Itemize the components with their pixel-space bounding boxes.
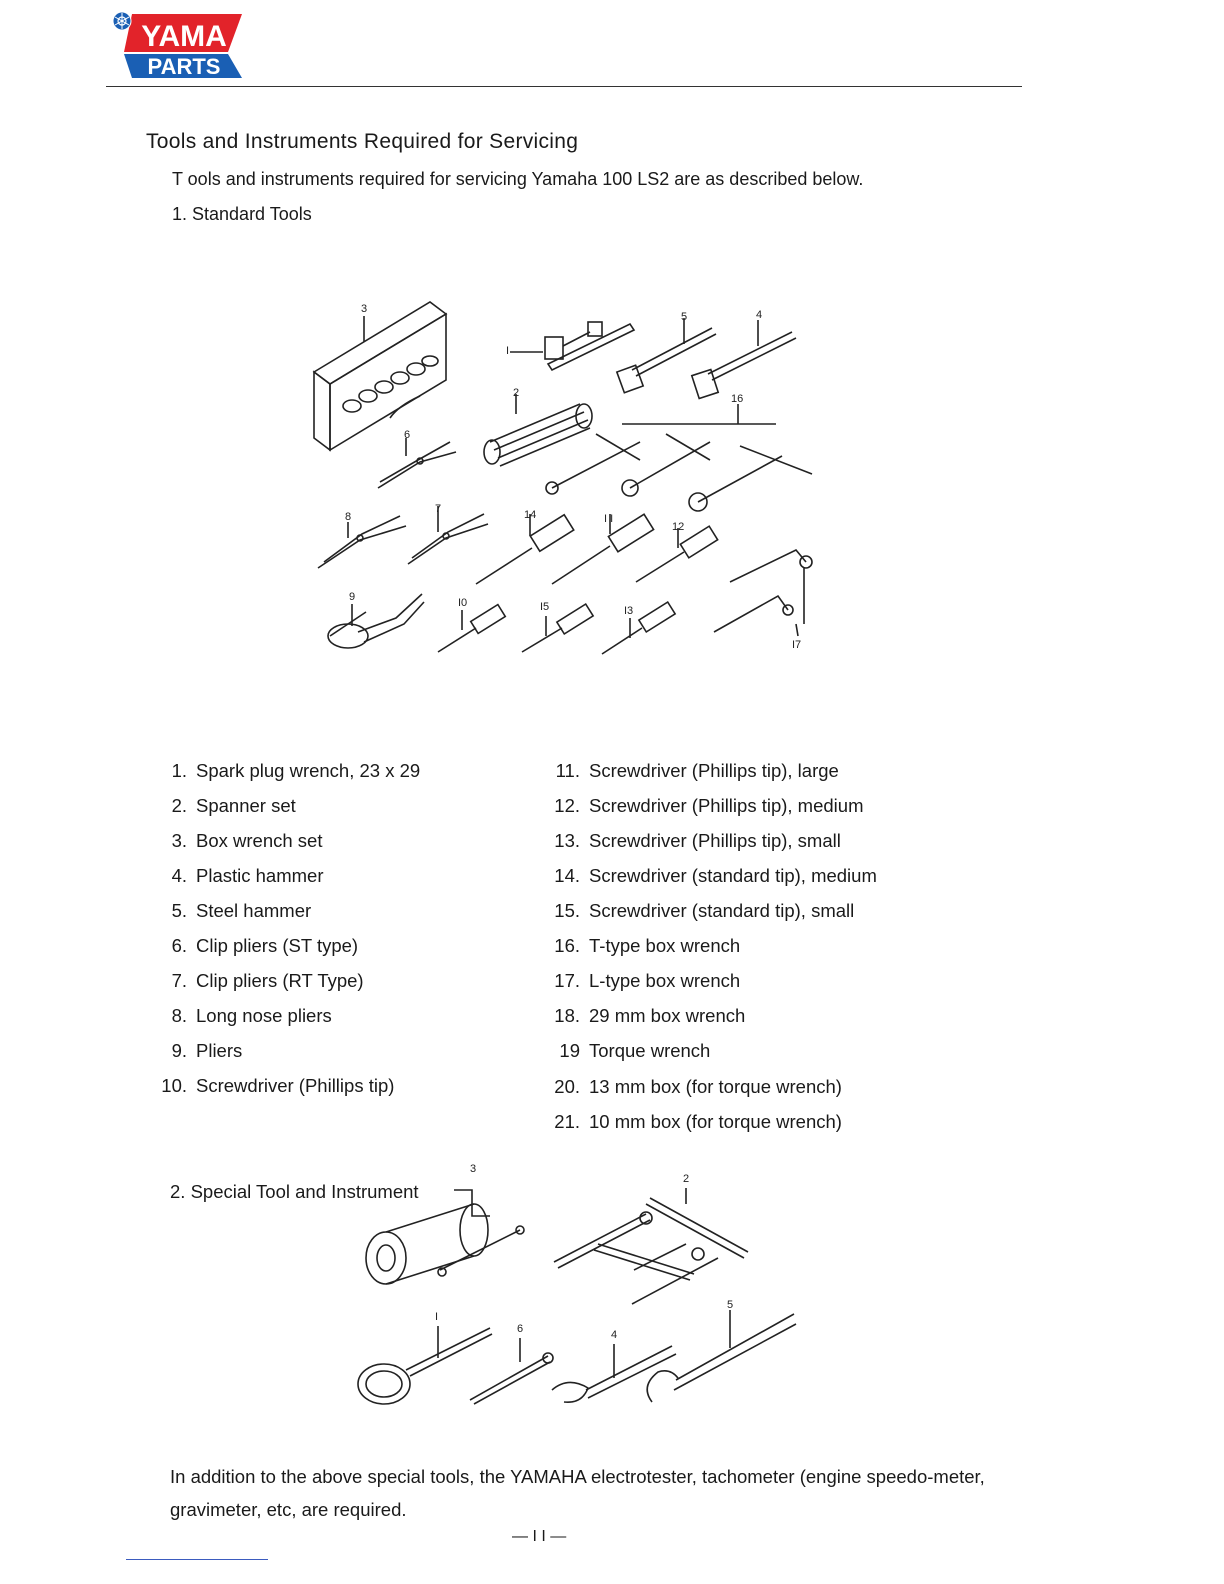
fig2-callout-1: I: [435, 1311, 439, 1323]
list-item: 1. Spark plug wrench, 23 x 29: [171, 760, 421, 781]
crankcase-separator-drawing: [554, 1188, 748, 1304]
fig1-callout-13: I3: [624, 605, 634, 617]
fig1-callout-11: I I: [604, 513, 614, 525]
fig1-callout-2: 2: [513, 387, 520, 399]
pliers-drawing: [328, 594, 424, 648]
clip-pliers-st-drawing: [378, 438, 456, 488]
list-item: 16. T-type box wrench: [554, 935, 741, 956]
list-item: 12. Screwdriver (Phillips tip), medium: [554, 795, 864, 816]
list-item: 2. Spanner set: [171, 795, 296, 816]
fig1-callout-3: 3: [361, 303, 368, 315]
l-type-box-wrench-drawing: [714, 550, 812, 636]
fig1-callout-17: I7: [792, 639, 802, 651]
fig1-callout-14: 14: [524, 509, 537, 521]
logo-bottom-text: PARTS: [147, 54, 221, 79]
list-item: 10. Screwdriver (Phillips tip): [161, 1075, 395, 1096]
fig2-callout-4: 4: [611, 1329, 618, 1341]
fig1-callout-6: 6: [404, 429, 411, 441]
screwdriver-phillips-drawing: [438, 605, 505, 652]
standard-tools-figure: [300, 292, 840, 662]
list-item: 13. Screwdriver (Phillips tip), small: [554, 830, 841, 851]
screwdriver-standard-small-drawing: [522, 604, 593, 652]
list-item: 7. Clip pliers (RT Type): [171, 970, 364, 991]
list-item: 9. Pliers: [171, 1040, 243, 1061]
closing-paragraph: In addition to the above special tools, the YAMAHA electrotester, tachometer (engine speedo-meter, gravimeter, etc, are required.: [170, 1466, 985, 1520]
steel-hammer-drawing: [617, 318, 716, 393]
box-wrench-set-drawing: [314, 302, 446, 450]
fig2-callout-5: 5: [727, 1299, 734, 1311]
screwdriver-phillips-large-drawing: [552, 514, 654, 584]
list-item: 18. 29 mm box wrench: [554, 1005, 746, 1026]
fig1-callout-4: 4: [756, 309, 763, 321]
header-rule: [106, 86, 1022, 87]
screwdriver-phillips-small-drawing: [602, 602, 675, 654]
fig1-callout-9: 9: [349, 591, 356, 603]
list-item: 21. 10 mm box (for torque wrench): [554, 1111, 842, 1132]
fig2-callout-2: 2: [683, 1173, 690, 1185]
hook-wrench-large-drawing: [647, 1310, 796, 1402]
standard-tools-heading: 1. Standard Tools: [172, 204, 312, 224]
footer-rule: [126, 1559, 268, 1560]
list-item: 4. Plastic hammer: [171, 865, 324, 886]
screwdriver-phillips-medium-drawing: [636, 526, 718, 582]
spanner-set-drawing: [484, 394, 592, 466]
fig2-callout-6: 6: [517, 1323, 524, 1335]
fig1-callout-10: I0: [458, 597, 468, 609]
list-item: 14. Screwdriver (standard tip), medium: [554, 865, 877, 886]
puller-drawing: [366, 1190, 524, 1284]
fig1-callout-7: 7: [435, 503, 442, 515]
page-number: — I I —: [512, 1528, 567, 1545]
yama-parts-logo: [110, 10, 244, 80]
fig1-callout-8: 8: [345, 511, 352, 523]
fig2-callout-3: 3: [470, 1163, 477, 1175]
fig1-callout-1: I: [506, 345, 510, 357]
list-item: 6. Clip pliers (ST type): [171, 935, 359, 956]
logo-top-text: YAMA: [141, 20, 227, 53]
list-item: 20. 13 mm box (for torque wrench): [554, 1076, 842, 1097]
list-item: 15. Screwdriver (standard tip), small: [554, 900, 855, 921]
list-item: 3. Box wrench set: [171, 830, 323, 851]
flywheel-holder-drawing: [358, 1326, 492, 1404]
list-item: 19 Torque wrench: [559, 1040, 711, 1061]
list-item: 11. Screwdriver (Phillips tip), large: [555, 760, 839, 781]
long-nose-pliers-drawing: [318, 516, 406, 568]
special-tools-heading: 2. Special Tool and Instrument: [170, 1181, 419, 1202]
list-item: 17. L-type box wrench: [554, 970, 741, 991]
spark-plug-wrench-drawing: [510, 322, 634, 370]
intro-text: T ools and instruments required for servicing Yamaha 100 LS2 are as described below.: [172, 169, 864, 189]
page-title: Tools and Instruments Required for Servicing: [146, 130, 579, 153]
rod-tool-drawing: [470, 1338, 553, 1404]
special-tools-figure: [350, 1158, 810, 1420]
clip-pliers-rt-drawing: [408, 506, 488, 564]
fig1-callout-16: 16: [731, 393, 744, 405]
list-item: 5. Steel hammer: [171, 900, 312, 921]
yamaha-tuning-fork-icon: [113, 12, 131, 30]
plastic-hammer-drawing: [692, 320, 796, 399]
fig1-callout-15: I5: [540, 601, 550, 613]
list-item: 8. Long nose pliers: [171, 1005, 332, 1026]
screwdriver-standard-medium-drawing: [476, 514, 574, 584]
fig1-callout-5: 5: [681, 311, 688, 323]
fig1-callout-12: 12: [672, 521, 685, 533]
